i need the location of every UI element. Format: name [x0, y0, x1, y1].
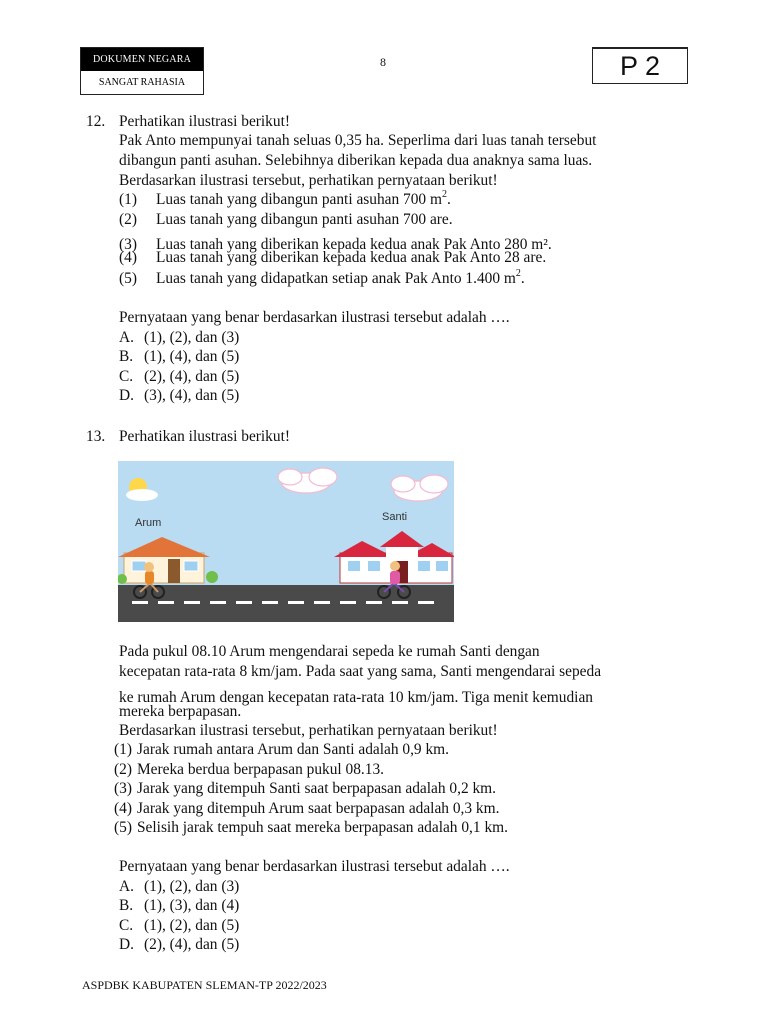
- q13-statement-number: (1): [114, 741, 132, 758]
- q13-statement-text: Jarak rumah antara Arum dan Santi adalah 0,9 km.: [137, 741, 449, 758]
- footer: ASPDBK KABUPATEN SLEMAN-TP 2022/2023: [82, 978, 327, 992]
- q13-statement-text: Jarak yang ditempuh Arum saat berpapasan adalah 0,3 km.: [137, 800, 500, 817]
- q13-story-line-2: kecepatan rata-rata 8 km/jam. Pada saat yang sama, Santi mengendarai sepeda: [119, 663, 602, 680]
- q12-story-line-2: dibangun panti asuhan. Selebihnya diberikan kepada dua anaknya sama luas.: [119, 152, 593, 169]
- q12-statement-number: (2): [119, 211, 137, 228]
- q13-option-d: (2), (4), dan (5): [144, 936, 240, 953]
- tree: [206, 571, 218, 583]
- q12-intro: Perhatikan ilustrasi berikut!: [119, 113, 290, 130]
- q13-statement-number: (5): [114, 819, 132, 836]
- q13-option-c: (1), (2), dan (5): [144, 917, 240, 934]
- doc-label: DOKUMEN NEGARA: [81, 48, 203, 71]
- q13-statement-number: (4): [114, 800, 132, 817]
- q12-question: Pernyataan yang benar berdasarkan ilustrasi tersebut adalah ….: [119, 309, 510, 326]
- q12-option-d: (3), (4), dan (5): [144, 387, 240, 404]
- q12-option-letter: B.: [119, 348, 134, 365]
- arum-label: Arum: [135, 517, 162, 529]
- q13-option-letter: C.: [119, 917, 134, 934]
- q13-story-line-5: Berdasarkan ilustrasi tersebut, perhatikan pernyataan berikut!: [119, 722, 498, 739]
- q12-option-letter: A.: [119, 329, 134, 346]
- q13-option-letter: A.: [119, 878, 134, 895]
- q13-intro: Perhatikan ilustrasi berikut!: [119, 428, 290, 445]
- q13-statement-text: Jarak yang ditempuh Santi saat berpapasan adalah 0,2 km.: [137, 780, 497, 797]
- q13-option-letter: B.: [119, 897, 134, 914]
- q13-option-letter: D.: [119, 936, 134, 953]
- document-classification-box: [80, 47, 204, 95]
- q12-statement-text: Luas tanah yang dibangun panti asuhan 700 are.: [156, 211, 453, 228]
- q12-statement-number: (1): [119, 191, 137, 208]
- q12-statement-text: Luas tanah yang dibangun panti asuhan 700 $m^2$.: [156, 188, 451, 208]
- q13-question: Pernyataan yang benar berdasarkan ilustrasi tersebut adalah ….: [119, 858, 510, 875]
- secret-label: SANGAT RAHASIA: [98, 77, 186, 88]
- q12-story-line-1: Pak Anto mempunyai tanah seluas 0,35 ha. Seperlima dari luas tanah tersebut: [119, 132, 597, 149]
- q12-option-letter: C.: [119, 368, 134, 385]
- q12-story-line-3: Berdasarkan ilustrasi tersebut, perhatikan pernyataan berikut!: [119, 172, 498, 189]
- q12-option-b: (1), (4), dan (5): [144, 348, 240, 365]
- q13-option-b: (1), (3), dan (4): [144, 897, 240, 914]
- q13-option-a: (1), (2), dan (3): [144, 878, 240, 895]
- q12-statement-number: (3): [119, 236, 137, 253]
- q13-number: 13.: [86, 428, 106, 445]
- page-number: 8: [380, 55, 386, 69]
- q13-statement-text: Selisih jarak tempuh saat mereka berpapasan adalah 0,1 km.: [137, 819, 508, 836]
- cycling-illustration: [118, 461, 454, 622]
- q13-statement-text: Mereka berdua berpapasan pukul 08.13.: [137, 761, 385, 778]
- q13-story-line-3: ke rumah Arum dengan kecepatan rata-rata 10 km/jam. Tiga menit kemudian: [119, 689, 593, 706]
- q12-statement-text: Luas tanah yang diberikan kepada kedua anak Pak Anto 280 m².: [156, 236, 552, 253]
- q12-statement-text: Luas tanah yang didapatkan setiap anak Pak Anto 1.400 $m^2$.: [156, 267, 525, 287]
- q12-option-a: (1), (2), dan (3): [144, 329, 240, 346]
- packet-code: P 2: [592, 47, 688, 84]
- q12-number: 12.: [86, 113, 106, 130]
- q12-option-letter: D.: [119, 387, 134, 404]
- q13-story-line-1: Pada pukul 08.10 Arum mengendarai sepeda ke rumah Santi dengan: [119, 643, 540, 660]
- q13-statement-number: (2): [114, 761, 132, 778]
- q12-statement-number: (4): [119, 249, 137, 266]
- q12-option-c: (2), (4), dan (5): [144, 368, 240, 385]
- q12-statement-text: Luas tanah yang diberikan kepada kedua anak Pak Anto 28 are.: [156, 249, 547, 266]
- q12-statement-number: (5): [119, 270, 137, 287]
- santi-label: Santi: [382, 511, 408, 523]
- q13-statement-number: (3): [114, 780, 132, 797]
- q13-story-line-4: mereka berpapasan.: [119, 703, 242, 720]
